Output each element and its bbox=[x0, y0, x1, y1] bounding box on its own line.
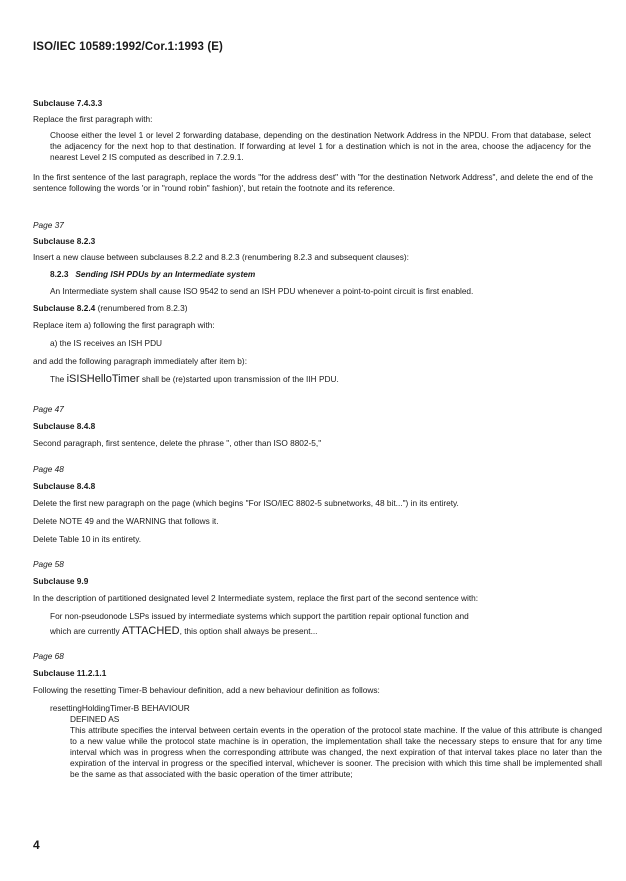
document-header: ISO/IEC 10589:1992/Cor.1:1993 (E) bbox=[33, 41, 223, 53]
definition-name: resettingHoldingTimer-B BEHAVIOUR bbox=[50, 703, 190, 713]
subclause-heading: Subclause 9.9 bbox=[33, 576, 89, 586]
new-clause-title: Sending ISH PDUs by an Intermediate system bbox=[75, 269, 256, 279]
subclause-heading: Subclause 8.2.4 bbox=[33, 303, 96, 313]
attached-word: ATTACHED bbox=[121, 625, 180, 637]
subclause-heading-line bbox=[33, 303, 188, 314]
page-reference: Page 68 bbox=[33, 651, 64, 661]
timer-prefix: The bbox=[50, 374, 67, 384]
instruction-paragraph: In the first sentence of the last paragraph, replace the words "for the address dest" with "for the destination Network Address", and delete the end of the sentence following the words 'or in "round robin" fashion)', but retain the footnote and its reference. bbox=[33, 172, 593, 193]
instruction-text: Delete NOTE 49 and the WARNING that follows it. bbox=[33, 516, 219, 526]
quote-prefix: which are currently bbox=[50, 626, 122, 636]
page-reference: Page 58 bbox=[33, 559, 64, 569]
page-reference: Page 37 bbox=[33, 220, 64, 230]
instruction-text: Delete Table 10 in its entirety. bbox=[33, 534, 142, 544]
timer-name: iSISHelloTimer bbox=[66, 373, 140, 385]
quote-suffix: , this option shall always be present... bbox=[179, 626, 318, 636]
new-clause-number: 8.2.3 bbox=[50, 269, 69, 279]
instruction-text: Second paragraph, first sentence, delete the phrase ", other than ISO 8802-5," bbox=[33, 438, 322, 448]
subclause-heading: Subclause 8.2.3 bbox=[33, 236, 96, 246]
timer-paragraph bbox=[50, 374, 339, 385]
subclause-heading: Subclause 7.4.3.3 bbox=[33, 98, 103, 108]
instruction-text: In the description of partitioned designated level 2 Intermediate system, replace the first part of the second sentence with: bbox=[33, 593, 479, 603]
page-reference: Page 48 bbox=[33, 464, 64, 474]
page-number: 4 bbox=[33, 838, 40, 852]
subclause-heading: Subclause 11.2.1.1 bbox=[33, 668, 107, 678]
replacement-quote: For non-pseudonode LSPs issued by intermediate systems which support the partition repair optional function and bbox=[50, 611, 469, 621]
new-clause-text: An Intermediate system shall cause ISO 9542 to send an ISH PDU whenever a point-to-point circuit is first enabled. bbox=[50, 286, 474, 296]
replacement-quote-line2 bbox=[50, 626, 318, 637]
instruction-text: Insert a new clause between subclauses 8.2.2 and 8.2.3 (renumbering 8.2.3 and subsequent clauses): bbox=[33, 252, 409, 262]
instruction-text: Following the resetting Timer-B behaviour definition, add a new behaviour definition as follows: bbox=[33, 685, 380, 695]
defined-as-label: DEFINED AS bbox=[70, 714, 120, 724]
new-clause-heading bbox=[50, 269, 255, 280]
subclause-heading: Subclause 8.4.8 bbox=[33, 421, 96, 431]
page-reference: Page 47 bbox=[33, 404, 64, 414]
renumber-note: (renumbered from 8.2.3) bbox=[95, 303, 188, 313]
definition-text: This attribute specifies the interval between certain events in the operation of the protocol state machine. If the value of this attribute is changed to a new value while the protocol state machine is in operation, the implementation shall take the necessary steps to ensure that for any time interval which was in progress when the corresponding attribute was changed, the next expiration of that interval takes place no later than the expiration of the interval in progress or the specified interval, whichever is sooner. The precision with which this time shall be implemented shall be the same as that associated with the basic operation of the timer attribute; bbox=[70, 725, 602, 779]
replacement-quote: Choose either the level 1 or level 2 forwarding database, depending on the destination Network Address in the NPDU. From that database, select the adjacency for the next hop to that destination. If forwarding at level 1 for a destination which is not in the area, choose the adjacency for the nearest Level 2 IS computed as described in 7.2.9.1. bbox=[50, 130, 591, 162]
instruction-text: and add the following paragraph immediately after item b): bbox=[33, 356, 247, 366]
timer-suffix: shall be (re)started upon transmission of the IIH PDU. bbox=[139, 374, 339, 384]
instruction-text: Delete the first new paragraph on the page (which begins "For ISO/IEC 8802-5 subnetworks, 48 bit...") in its entirety. bbox=[33, 498, 459, 508]
instruction-text: Replace item a) following the first paragraph with: bbox=[33, 320, 215, 330]
item-a-text: a) the IS receives an ISH PDU bbox=[50, 338, 163, 348]
instruction-text: Replace the first paragraph with: bbox=[33, 114, 153, 124]
subclause-heading: Subclause 8.4.8 bbox=[33, 481, 96, 491]
